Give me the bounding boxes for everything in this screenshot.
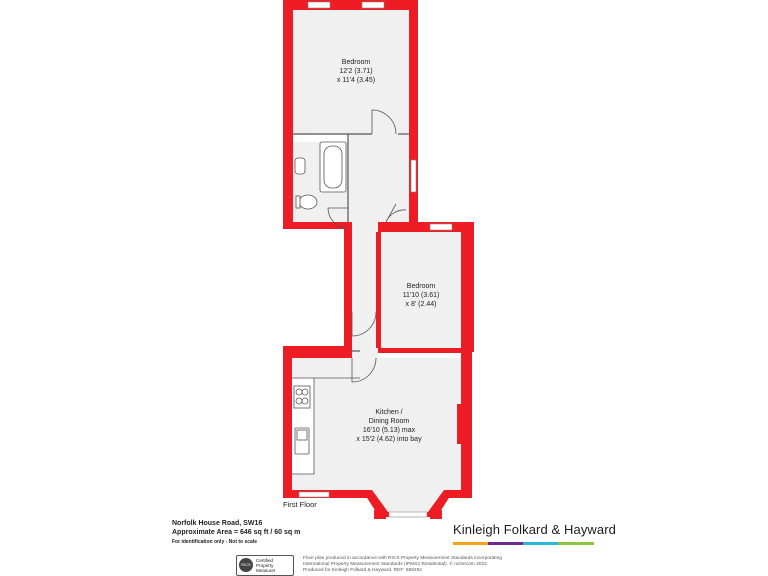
wall — [376, 232, 381, 348]
bedroom-2-label — [391, 282, 451, 309]
room-name: Bedroom — [341, 59, 371, 66]
toilet-cistern — [296, 196, 300, 208]
room-dimension: 16'10 (5.13) max — [362, 427, 416, 434]
hob-ring — [302, 389, 308, 395]
rics-logo: RICS — [239, 558, 253, 572]
room-name: Bedroom — [406, 283, 436, 290]
room-dimension: 12'2 (3.71) — [339, 68, 373, 75]
address: Norfolk House Road, SW16 — [172, 520, 263, 527]
bathtub-inner — [324, 146, 342, 188]
wall — [378, 222, 474, 232]
room-dimension: 11'10 (3.61) — [402, 292, 440, 299]
wall — [283, 0, 418, 10]
fine-print-line: International Property Measurement Standards (IPMS2 Residential). © nichecom 2022. — [303, 562, 489, 567]
fine-print-line: Produced for Kinleigh Folkard & Hayward. REF: 866292 — [303, 568, 422, 573]
rics-badge — [236, 555, 294, 576]
brand-bar-purple — [488, 542, 523, 545]
landing-floor — [348, 134, 409, 222]
floor-label: First Floor — [283, 500, 317, 509]
rics-line: Certified — [256, 558, 274, 563]
bedroom-1-label — [326, 58, 386, 85]
hob — [294, 386, 310, 408]
brand-bar-blue — [523, 542, 558, 545]
room-dimension: x 8' (2.44) — [405, 301, 437, 308]
fine-print — [303, 556, 502, 574]
room-dimension: x 15'2 (4.62) into bay — [356, 436, 422, 443]
brand-bar-orange — [453, 542, 488, 545]
room-name: Kitchen / — [375, 409, 403, 416]
window — [411, 160, 416, 192]
wall — [409, 0, 418, 229]
kitchen-label — [346, 408, 432, 444]
hob-ring — [296, 398, 302, 404]
brand-name: Kinleigh Folkard & Hayward — [453, 522, 617, 537]
window — [362, 2, 384, 8]
rics-line: Measurer — [256, 568, 276, 574]
room-dimension: x 11'4 (3.45) — [336, 77, 376, 84]
hob-ring — [296, 389, 302, 395]
toilet — [299, 195, 317, 209]
window — [389, 512, 427, 517]
window — [299, 492, 329, 497]
approximate-area: Approximate Area = 646 sq ft / 60 sq m — [172, 529, 301, 536]
rics-line: Property — [256, 563, 274, 569]
property-info — [172, 519, 300, 547]
window — [308, 2, 330, 8]
wall — [283, 346, 352, 358]
sink-bowl — [297, 430, 307, 440]
hob-ring — [302, 398, 308, 404]
chimney-breast — [457, 404, 463, 444]
wall — [283, 346, 292, 498]
window — [430, 224, 452, 230]
wall — [378, 348, 461, 353]
wall — [283, 0, 293, 228]
room-name: Dining Room — [368, 418, 410, 425]
wall — [283, 222, 351, 229]
corridor-floor — [352, 222, 378, 358]
rics-text — [256, 558, 275, 574]
brand-bar-green — [558, 542, 594, 545]
basin — [295, 158, 305, 174]
identification-note: For identification only - Not to scale — [172, 539, 258, 545]
wall — [461, 222, 474, 352]
fine-print-line: Floor plan produced in accordance with RICS Property Measurement Standards incorporating — [303, 556, 502, 561]
wall — [344, 222, 352, 350]
